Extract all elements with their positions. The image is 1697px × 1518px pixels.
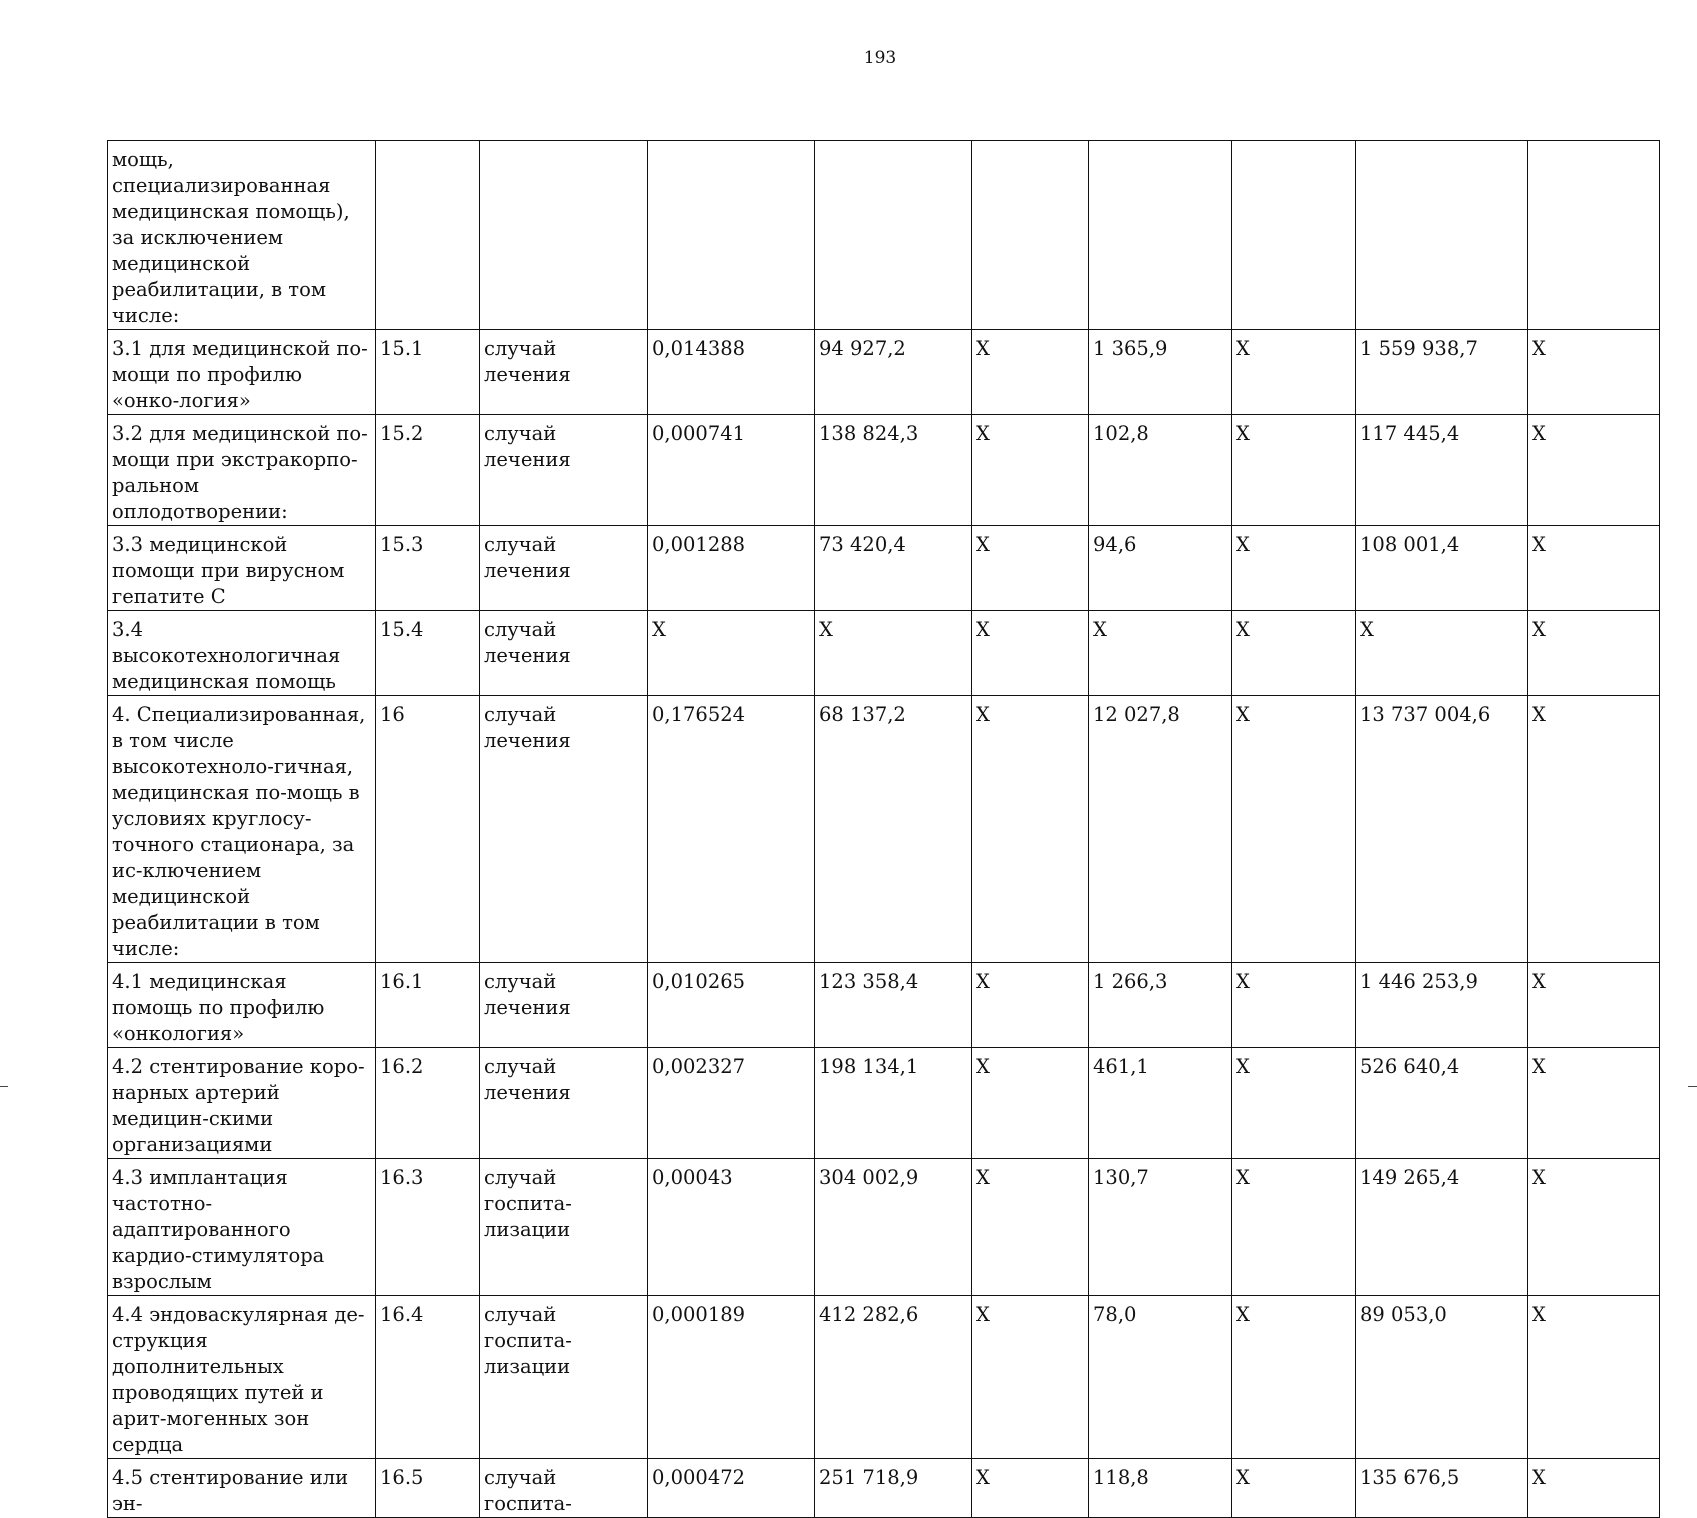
cost-cell: 94 927,2 (815, 330, 972, 415)
table-row (108, 526, 1660, 611)
x-cell: X (972, 611, 1089, 696)
row-name-cell: 4. Специализированная, в том числе высокотехноло-гичная, медицинская по-мощь в условиях круглосу-точного стационара, за ис-ключением медицинской реабилитации в том числе: (108, 696, 376, 963)
x-cell: X (1232, 1159, 1356, 1296)
per-capita-cell: 102,8 (1089, 415, 1232, 526)
x-cell: X (972, 696, 1089, 963)
code-cell: 16.1 (376, 963, 480, 1048)
code-cell: 16.4 (376, 1296, 480, 1459)
code-cell: 16 (376, 696, 480, 963)
code-cell: 15.2 (376, 415, 480, 526)
x-cell: X (1232, 963, 1356, 1048)
x-cell: X (1232, 330, 1356, 415)
left-edge-mark (0, 1086, 8, 1087)
per-capita-cell: 461,1 (1089, 1048, 1232, 1159)
x-cell: X (1528, 963, 1660, 1048)
row-name-cell: 3.1 для медицинской по-мощи по профилю «онко-логия» (108, 330, 376, 415)
x-cell: X (1232, 415, 1356, 526)
row-name-cell: 3.3 медицинской помощи при вирусном гепатите С (108, 526, 376, 611)
x-cell: X (972, 963, 1089, 1048)
total-cell: 526 640,4 (1356, 1048, 1528, 1159)
code-cell: 15.4 (376, 611, 480, 696)
x-cell: X (1528, 415, 1660, 526)
cost-cell: 68 137,2 (815, 696, 972, 963)
code-cell: 16.2 (376, 1048, 480, 1159)
cost-cell: 138 824,3 (815, 415, 972, 526)
rate-cell: 0,001288 (648, 526, 815, 611)
x-cell: X (1528, 611, 1660, 696)
code-cell: 16.5 (376, 1459, 480, 1518)
x-cell: X (1528, 1296, 1660, 1459)
row-name-cell: 4.4 эндоваскулярная де-струкция дополнительных проводящих путей и арит-могенных зон сердца (108, 1296, 376, 1459)
x-cell: X (1528, 1459, 1660, 1518)
x-cell: X (1528, 526, 1660, 611)
rate-cell: 0,010265 (648, 963, 815, 1048)
x-cell: X (972, 1459, 1089, 1518)
right-edge-mark (1688, 1086, 1697, 1087)
x-cell: X (1528, 1159, 1660, 1296)
x-cell: X (972, 1048, 1089, 1159)
row-name-cell: 4.1 медицинская помощь по профилю «онкология» (108, 963, 376, 1048)
unit-cell: случай лечения (480, 1048, 648, 1159)
per-capita-cell: 118,8 (1089, 1459, 1232, 1518)
x-cell: X (1528, 696, 1660, 963)
cost-cell: 198 134,1 (815, 1048, 972, 1159)
x-cell: X (1232, 611, 1356, 696)
unit-cell: случай госпита-лизации (480, 1159, 648, 1296)
table-row (108, 141, 1660, 330)
x-cell (1528, 141, 1660, 330)
rate-cell: 0,00043 (648, 1159, 815, 1296)
table-row (108, 330, 1660, 415)
per-capita-cell: X (1089, 611, 1232, 696)
table-row (108, 1159, 1660, 1296)
unit-cell: случай лечения (480, 963, 648, 1048)
x-cell: X (972, 526, 1089, 611)
cost-cell: 73 420,4 (815, 526, 972, 611)
budget-table (107, 140, 1660, 1518)
x-cell (1232, 141, 1356, 330)
rate-cell: 0,014388 (648, 330, 815, 415)
rate-cell: 0,002327 (648, 1048, 815, 1159)
cost-cell: 123 358,4 (815, 963, 972, 1048)
row-name-cell: 4.3 имплантация частотно-адаптированного кардио-стимулятора взрослым (108, 1159, 376, 1296)
total-cell: 135 676,5 (1356, 1459, 1528, 1518)
code-cell: 16.3 (376, 1159, 480, 1296)
cost-cell: X (815, 611, 972, 696)
row-name-cell: 4.5 стентирование или эн- (108, 1459, 376, 1518)
per-capita-cell: 94,6 (1089, 526, 1232, 611)
total-cell: 117 445,4 (1356, 415, 1528, 526)
code-cell (376, 141, 480, 330)
table-row (108, 611, 1660, 696)
unit-cell: случай лечения (480, 611, 648, 696)
x-cell: X (1232, 1459, 1356, 1518)
table-row (108, 963, 1660, 1048)
table-row (108, 1459, 1660, 1518)
row-name-cell: 4.2 стентирование коро-нарных артерий медицин-скими организациями (108, 1048, 376, 1159)
x-cell: X (972, 1296, 1089, 1459)
per-capita-cell: 1 266,3 (1089, 963, 1232, 1048)
cost-cell: 412 282,6 (815, 1296, 972, 1459)
x-cell: X (1232, 1048, 1356, 1159)
cost-cell: 304 002,9 (815, 1159, 972, 1296)
rate-cell (648, 141, 815, 330)
cost-cell: 251 718,9 (815, 1459, 972, 1518)
rate-cell: 0,000472 (648, 1459, 815, 1518)
x-cell (972, 141, 1089, 330)
x-cell: X (972, 330, 1089, 415)
x-cell: X (1232, 696, 1356, 963)
total-cell: 149 265,4 (1356, 1159, 1528, 1296)
rate-cell: X (648, 611, 815, 696)
row-name-cell: 3.4 высокотехнологичная медицинская помощь (108, 611, 376, 696)
code-cell: 15.3 (376, 526, 480, 611)
cost-cell (815, 141, 972, 330)
unit-cell: случай лечения (480, 696, 648, 963)
total-cell: 1 559 938,7 (1356, 330, 1528, 415)
code-cell: 15.1 (376, 330, 480, 415)
rate-cell: 0,176524 (648, 696, 815, 963)
unit-cell (480, 141, 648, 330)
total-cell: 108 001,4 (1356, 526, 1528, 611)
x-cell: X (1528, 1048, 1660, 1159)
per-capita-cell: 130,7 (1089, 1159, 1232, 1296)
x-cell: X (1232, 526, 1356, 611)
table-row (108, 1296, 1660, 1459)
unit-cell: случай лечения (480, 415, 648, 526)
total-cell: 1 446 253,9 (1356, 963, 1528, 1048)
unit-cell: случай госпита- (480, 1459, 648, 1518)
per-capita-cell: 1 365,9 (1089, 330, 1232, 415)
total-cell (1356, 141, 1528, 330)
total-cell: 89 053,0 (1356, 1296, 1528, 1459)
x-cell: X (972, 1159, 1089, 1296)
rate-cell: 0,000741 (648, 415, 815, 526)
unit-cell: случай госпита-лизации (480, 1296, 648, 1459)
per-capita-cell: 12 027,8 (1089, 696, 1232, 963)
table-row (108, 696, 1660, 963)
table-body (108, 141, 1660, 1518)
row-name-cell: 3.2 для медицинской по-мощи при экстракорпо-ральном оплодотворении: (108, 415, 376, 526)
page-number: 193 (863, 48, 897, 68)
x-cell: X (972, 415, 1089, 526)
total-cell: 13 737 004,6 (1356, 696, 1528, 963)
per-capita-cell: 78,0 (1089, 1296, 1232, 1459)
table-row (108, 415, 1660, 526)
rate-cell: 0,000189 (648, 1296, 815, 1459)
table-row (108, 1048, 1660, 1159)
per-capita-cell (1089, 141, 1232, 330)
row-name-cell: мощь, специализированная медицинская помощь), за исключением медицинской реабилитации, в том числе: (108, 141, 376, 330)
unit-cell: случай лечения (480, 526, 648, 611)
x-cell: X (1528, 330, 1660, 415)
x-cell: X (1232, 1296, 1356, 1459)
unit-cell: случай лечения (480, 330, 648, 415)
total-cell: X (1356, 611, 1528, 696)
